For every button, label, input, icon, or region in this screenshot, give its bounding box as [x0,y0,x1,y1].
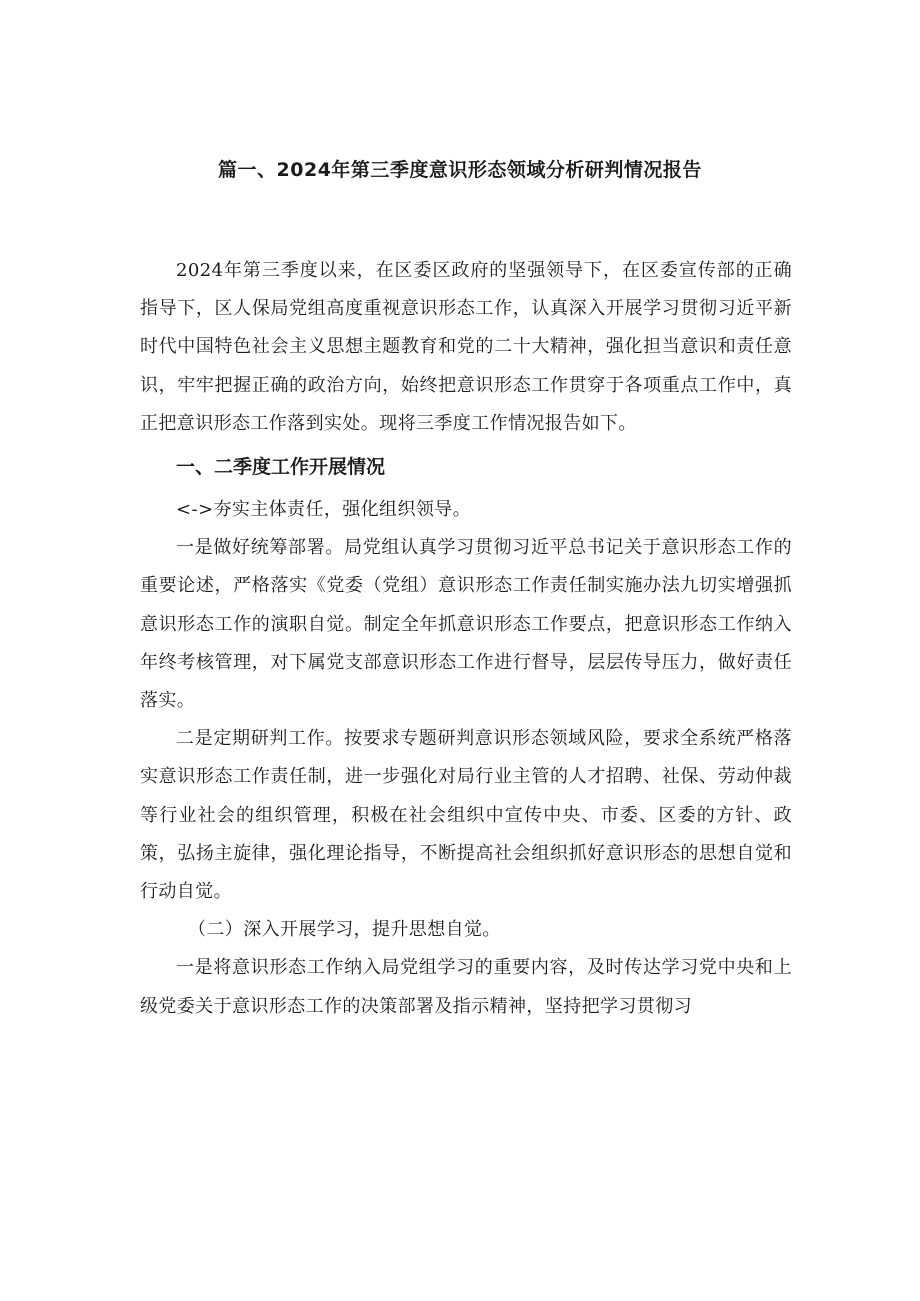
subsection-heading: （二）深入开展学习，提升思想自觉。 [188,919,501,941]
paragraph: 二是定期研判工作。按要求专题研判意识形态领域风险，要求全系统严格落实意识形态工作责任制，进一步强化对局行业主管的人才招聘、社保、劳动仲裁等行业社会的组织管理，积极在社会组织中宣传中央、市委、区委的方针、政策，弘扬主旋律，强化理论指导，不断提高社会组织抓好意识形态的思想自觉和行动自觉。 [140,728,792,903]
paragraph: 一是将意识形态工作纳入局党组学习的重要内容，及时传达学习党中央和上级党委关于意识形态工作的决策部署及指示精神，坚持把学习贯彻习 [140,957,792,1017]
paragraph: 一是做好统筹部署。局党组认真学习贯彻习近平总书记关于意识形态工作的重要论述，严格落实《党委（党组）意识形态工作责任制实施办法九切实增强抓意识形态工作的演职自觉。制定全年抓意识形态工作要点，把意识形态工作纳入年终考核管理，对下属党支部意识形态工作进行督导，层层传导压力，做好责任落实。 [140,537,792,712]
subsection-heading: <->夯实主体责任，强化组织领导。 [176,499,472,521]
intro-paragraph: 2024年第三季度以来，在区委区政府的坚强领导下，在区委宣传部的正确指导下，区人保局党组高度重视意识形态工作，认真深入开展学习贯彻习近平新时代中国特色社会主义思想主题教育和党的二十大精神，强化担当意识和责任意识，牢牢把握正确的政治方向，始终把意识形态工作贯穿于各项重点工作中，真正把意识形态工作落到实处。现将三季度工作情况报告如下。 [140,260,792,434]
section-heading: 一、二季度工作开展情况 [176,456,386,479]
document-title: 篇一、2024年第三季度意识形态领域分析研判情况报告 [218,159,702,181]
document-body [140,252,792,1026]
